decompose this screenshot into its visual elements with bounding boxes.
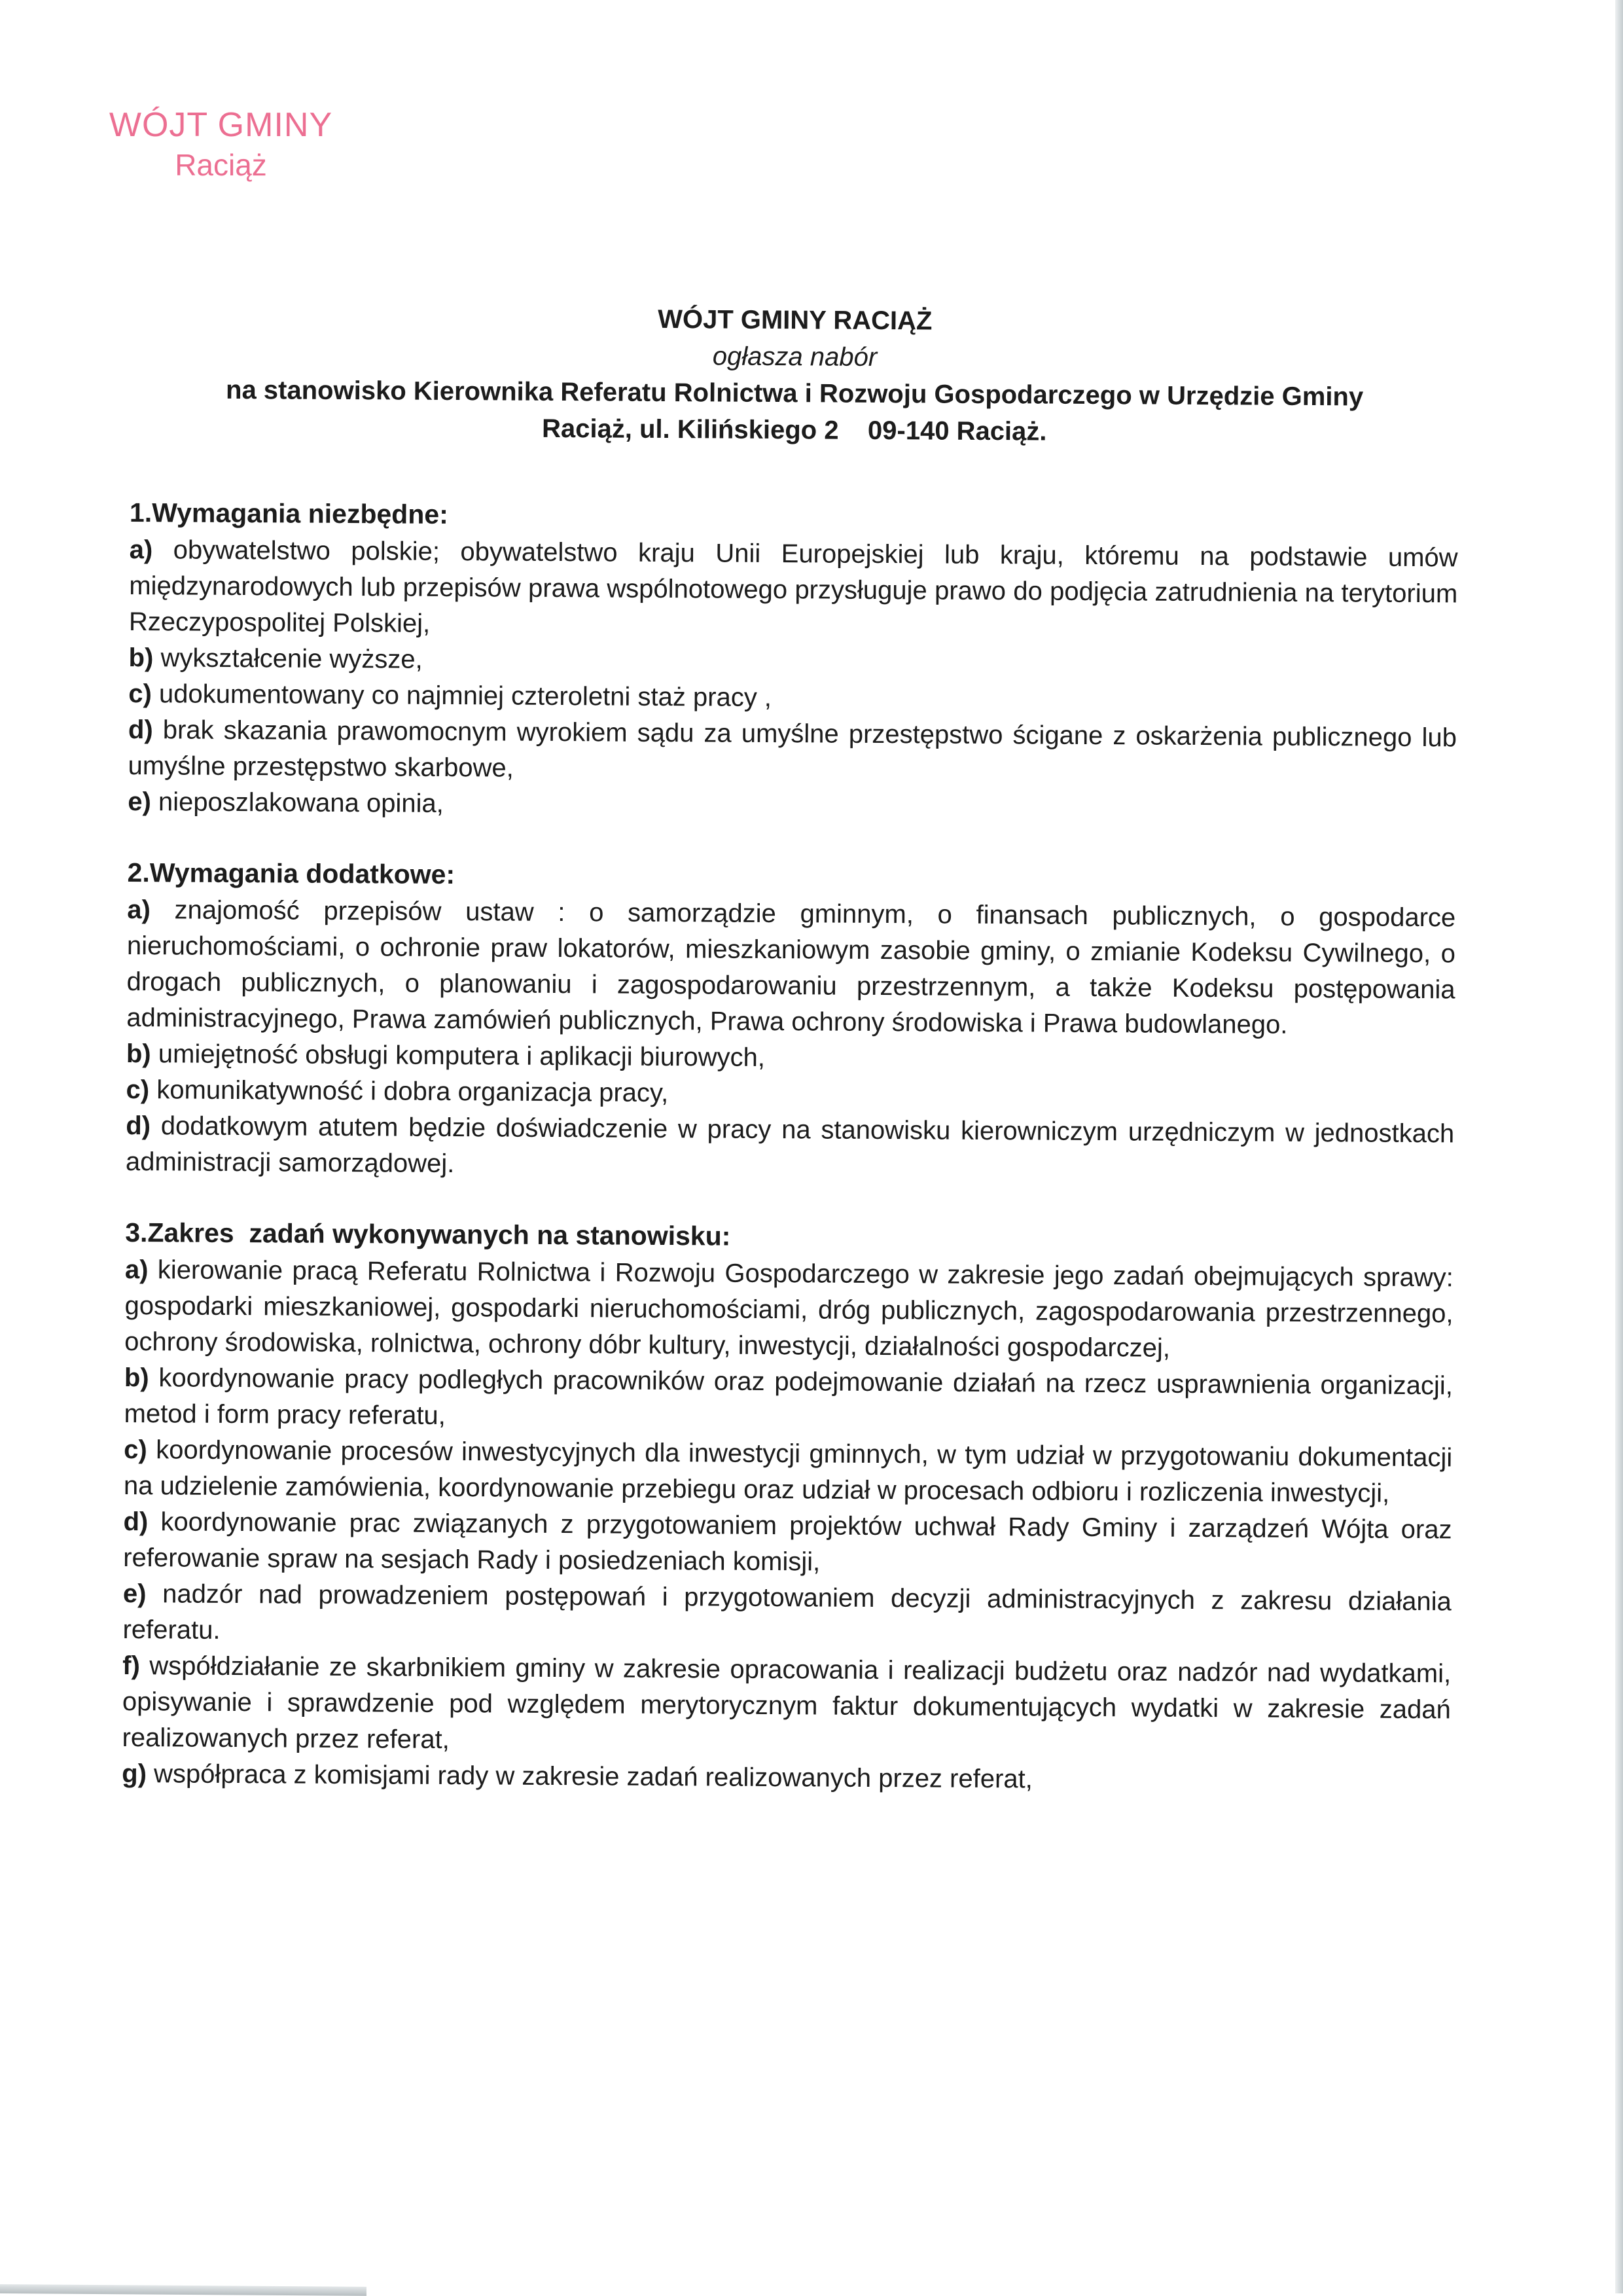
section-heading: 1.Wymagania niezbędne: bbox=[129, 497, 448, 529]
item-letter: b) bbox=[124, 1363, 149, 1393]
item-text: wykształcenie wyższe, bbox=[160, 643, 423, 674]
list-item bbox=[126, 892, 1455, 1044]
item-text: współdziałanie ze skarbnikiem gminy w zakresie opracowania i realizacji budżetu oraz nadzór nad wydatkami, opisywanie i sprawdzenie pod względem merytorycznym faktur dokumentujących wydatki w zakresie zadań realizowanych przez referat, bbox=[122, 1651, 1452, 1755]
list-item bbox=[124, 1360, 1453, 1440]
list-item bbox=[122, 1756, 1450, 1800]
item-text: koordynowanie prac związanych z przygotowaniem projektów uchwał Rady Gminy i zarządzeń Wójta oraz referowanie spraw na sesjach Rady i posiedzeniach komisji, bbox=[123, 1507, 1452, 1577]
item-text: kierowanie pracą Referatu Rolnictwa i Rozwoju Gospodarczego w zakresie jego zadań obejmujących sprawy: gospodarki mieszkaniowej, gospodarki nieruchomościami, dróg publicznych, zagospodarowania przestrzennego, ochrony środowiska, rolnictwa, ochrony dóbr kultury, inwestycji, działalności gospodarczej, bbox=[124, 1255, 1454, 1363]
list-item bbox=[128, 784, 1456, 828]
item-text: obywatelstwo polskie; obywatelstwo kraju Unii Europejskiej lub kraju, któremu na podstawie umów międzynarodowych lub przepisów prawa wspólnotowego przysługuje prawo do podjęcia zatrudnienia na terytorium Rzeczypospolitej Polskiej, bbox=[128, 535, 1458, 638]
section-required bbox=[128, 493, 1458, 828]
item-letter: g) bbox=[122, 1759, 147, 1789]
item-letter: d) bbox=[128, 715, 153, 745]
item-letter: f) bbox=[122, 1651, 141, 1681]
item-letter: e) bbox=[128, 787, 152, 817]
item-text: komunikatywność i dobra organizacja pracy, bbox=[156, 1075, 669, 1108]
list-item bbox=[123, 1504, 1452, 1584]
stamp-place: Raciąż bbox=[175, 148, 267, 182]
section-duties bbox=[122, 1213, 1454, 1800]
list-item bbox=[124, 1252, 1454, 1368]
item-letter: c) bbox=[128, 679, 152, 709]
item-text: znajomość przepisów ustaw : o samorządzie gminnym, o finansach publicznych, o gospodarce nieruchomościami, o ochronie praw lokatorów, mieszkaniowym zasobie gminy, o zmianie Kodeksu Cywilnego, o drogach publicznych, o planowaniu i zagospodarowaniu przestrzennym, a także Kodeksu postępowania administracyjnego, Prawa zamówień publicznych, Prawa ochrony środowiska i Prawa budowlanego. bbox=[126, 895, 1456, 1039]
document-page bbox=[122, 298, 1459, 1800]
list-item bbox=[129, 532, 1458, 648]
list-item bbox=[122, 1576, 1452, 1656]
official-stamp bbox=[98, 108, 344, 180]
section-heading: 3.Zakres zadań wykonywanych na stanowisku: bbox=[125, 1217, 731, 1251]
section-heading: 2.Wymagania dodatkowe: bbox=[127, 857, 455, 890]
position-line-1: na stanowisko Kierownika Referatu Rolnictwa i Rozwoju Gospodarczego w Urzędzie Gminy bbox=[225, 375, 1364, 412]
list-item bbox=[128, 712, 1457, 792]
item-letter: a) bbox=[124, 1255, 149, 1285]
item-letter: c) bbox=[126, 1075, 150, 1105]
stamp-title: WÓJT GMINY bbox=[109, 106, 333, 144]
item-text: dodatkowym atutem będzie doświadczenie w pracy na stanowisku kierowniczym urzędniczym w jednostkach administracji samorządowej. bbox=[125, 1111, 1455, 1179]
scan-edge-bottom bbox=[0, 2284, 366, 2296]
document-subtitle: ogłasza nabór bbox=[712, 342, 878, 372]
item-text: koordynowanie pracy podległych pracowników oraz podejmowanie działań na rzecz usprawnienia organizacji, metod i form pracy referatu, bbox=[124, 1363, 1454, 1430]
item-letter: d) bbox=[126, 1111, 151, 1141]
item-text: udokumentowany co najmniej czteroletni staż pracy , bbox=[158, 679, 772, 712]
list-item bbox=[122, 1648, 1451, 1764]
item-letter: b) bbox=[128, 643, 154, 673]
item-letter: d) bbox=[123, 1507, 149, 1537]
document-header bbox=[130, 298, 1459, 452]
section-additional bbox=[126, 853, 1456, 1188]
item-text: nadzór nad prowadzeniem postępowań i przygotowaniem decyzji administracyjnych z zakresu działania referatu. bbox=[122, 1579, 1452, 1645]
scan-edge-right bbox=[1615, 0, 1623, 2293]
item-text: koordynowanie procesów inwestycyjnych dla inwestycji gminnych, w tym udział w przygotowaniu dokumentacji na udzielenie zamówienia, koordynowanie przebiegu oraz udział w procesach odbioru i rozliczenia inwestycji, bbox=[123, 1435, 1453, 1508]
item-letter: b) bbox=[126, 1039, 151, 1069]
position-line-2: Raciąż, ul. Kilińskiego 2 09-140 Raciąż. bbox=[541, 414, 1047, 446]
list-item bbox=[126, 1108, 1455, 1188]
item-letter: c) bbox=[124, 1435, 147, 1465]
item-letter: a) bbox=[129, 535, 153, 565]
document-title: WÓJT GMINY RACIĄŻ bbox=[658, 304, 933, 336]
item-text: brak skazania prawomocnym wyrokiem sądu za umyślne przestępstwo ścigane z oskarżenia publicznego lub umyślne przestępstwo skarbowe, bbox=[128, 715, 1457, 783]
item-text: współpraca z komisjami rady w zakresie zadań realizowanych przez referat, bbox=[153, 1759, 1033, 1794]
list-item bbox=[124, 1432, 1453, 1512]
item-text: umiejętność obsługi komputera i aplikacji biurowych, bbox=[158, 1039, 766, 1072]
item-letter: a) bbox=[127, 895, 151, 925]
item-letter: e) bbox=[122, 1579, 147, 1609]
item-text: nieposzlakowana opinia, bbox=[158, 787, 444, 818]
